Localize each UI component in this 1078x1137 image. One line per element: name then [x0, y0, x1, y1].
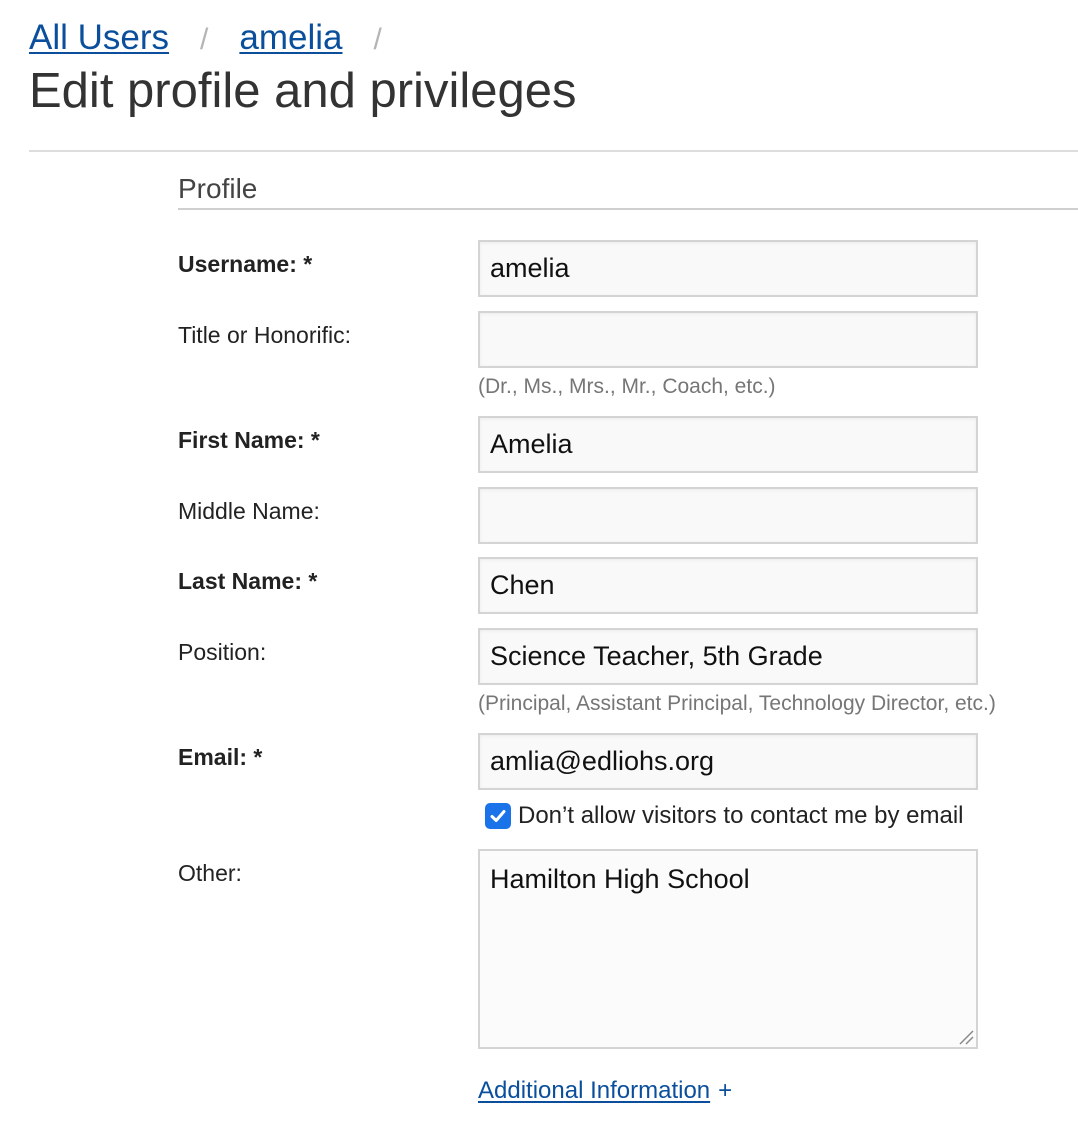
- breadcrumb: [29, 16, 413, 62]
- email-privacy-label[interactable]: Don’t allow visitors to contact me by email: [518, 802, 964, 829]
- additional-information: [478, 1076, 732, 1106]
- position-label: Position:: [178, 639, 267, 665]
- middle-name-input[interactable]: [478, 487, 978, 544]
- header-divider: [29, 150, 1078, 152]
- section-title-profile: Profile: [178, 172, 1078, 210]
- breadcrumb-separator: /: [200, 23, 209, 56]
- other-textarea[interactable]: [478, 849, 978, 1049]
- username-input[interactable]: [478, 240, 978, 297]
- username-label: Username: *: [178, 251, 313, 277]
- email-privacy-option: [485, 800, 964, 832]
- title-hint: (Dr., Ms., Mrs., Mr., Coach, etc.): [478, 375, 776, 398]
- title-label: Title or Honorific:: [178, 322, 351, 348]
- middle-name-label: Middle Name:: [178, 498, 320, 524]
- email-input[interactable]: [478, 733, 978, 790]
- checkmark-icon: [488, 806, 508, 826]
- email-label: Email: *: [178, 744, 263, 770]
- other-label: Other:: [178, 860, 242, 886]
- page-title: Edit profile and privileges: [29, 64, 577, 118]
- position-hint: (Principal, Assistant Principal, Technology Director, etc.): [478, 692, 996, 715]
- first-name-input[interactable]: [478, 416, 978, 473]
- first-name-label: First Name: *: [178, 427, 320, 453]
- breadcrumb-link-all-users[interactable]: All Users: [29, 18, 170, 57]
- email-privacy-checkbox[interactable]: [485, 803, 511, 829]
- expand-plus-icon[interactable]: +: [718, 1077, 733, 1104]
- breadcrumb-link-user[interactable]: amelia: [239, 18, 343, 57]
- additional-information-link[interactable]: Additional Information: [478, 1077, 711, 1104]
- last-name-label: Last Name: *: [178, 568, 318, 594]
- last-name-input[interactable]: [478, 557, 978, 614]
- title-input[interactable]: [478, 311, 978, 368]
- breadcrumb-separator: /: [373, 23, 382, 56]
- position-input[interactable]: [478, 628, 978, 685]
- resize-handle-icon[interactable]: [957, 1028, 975, 1046]
